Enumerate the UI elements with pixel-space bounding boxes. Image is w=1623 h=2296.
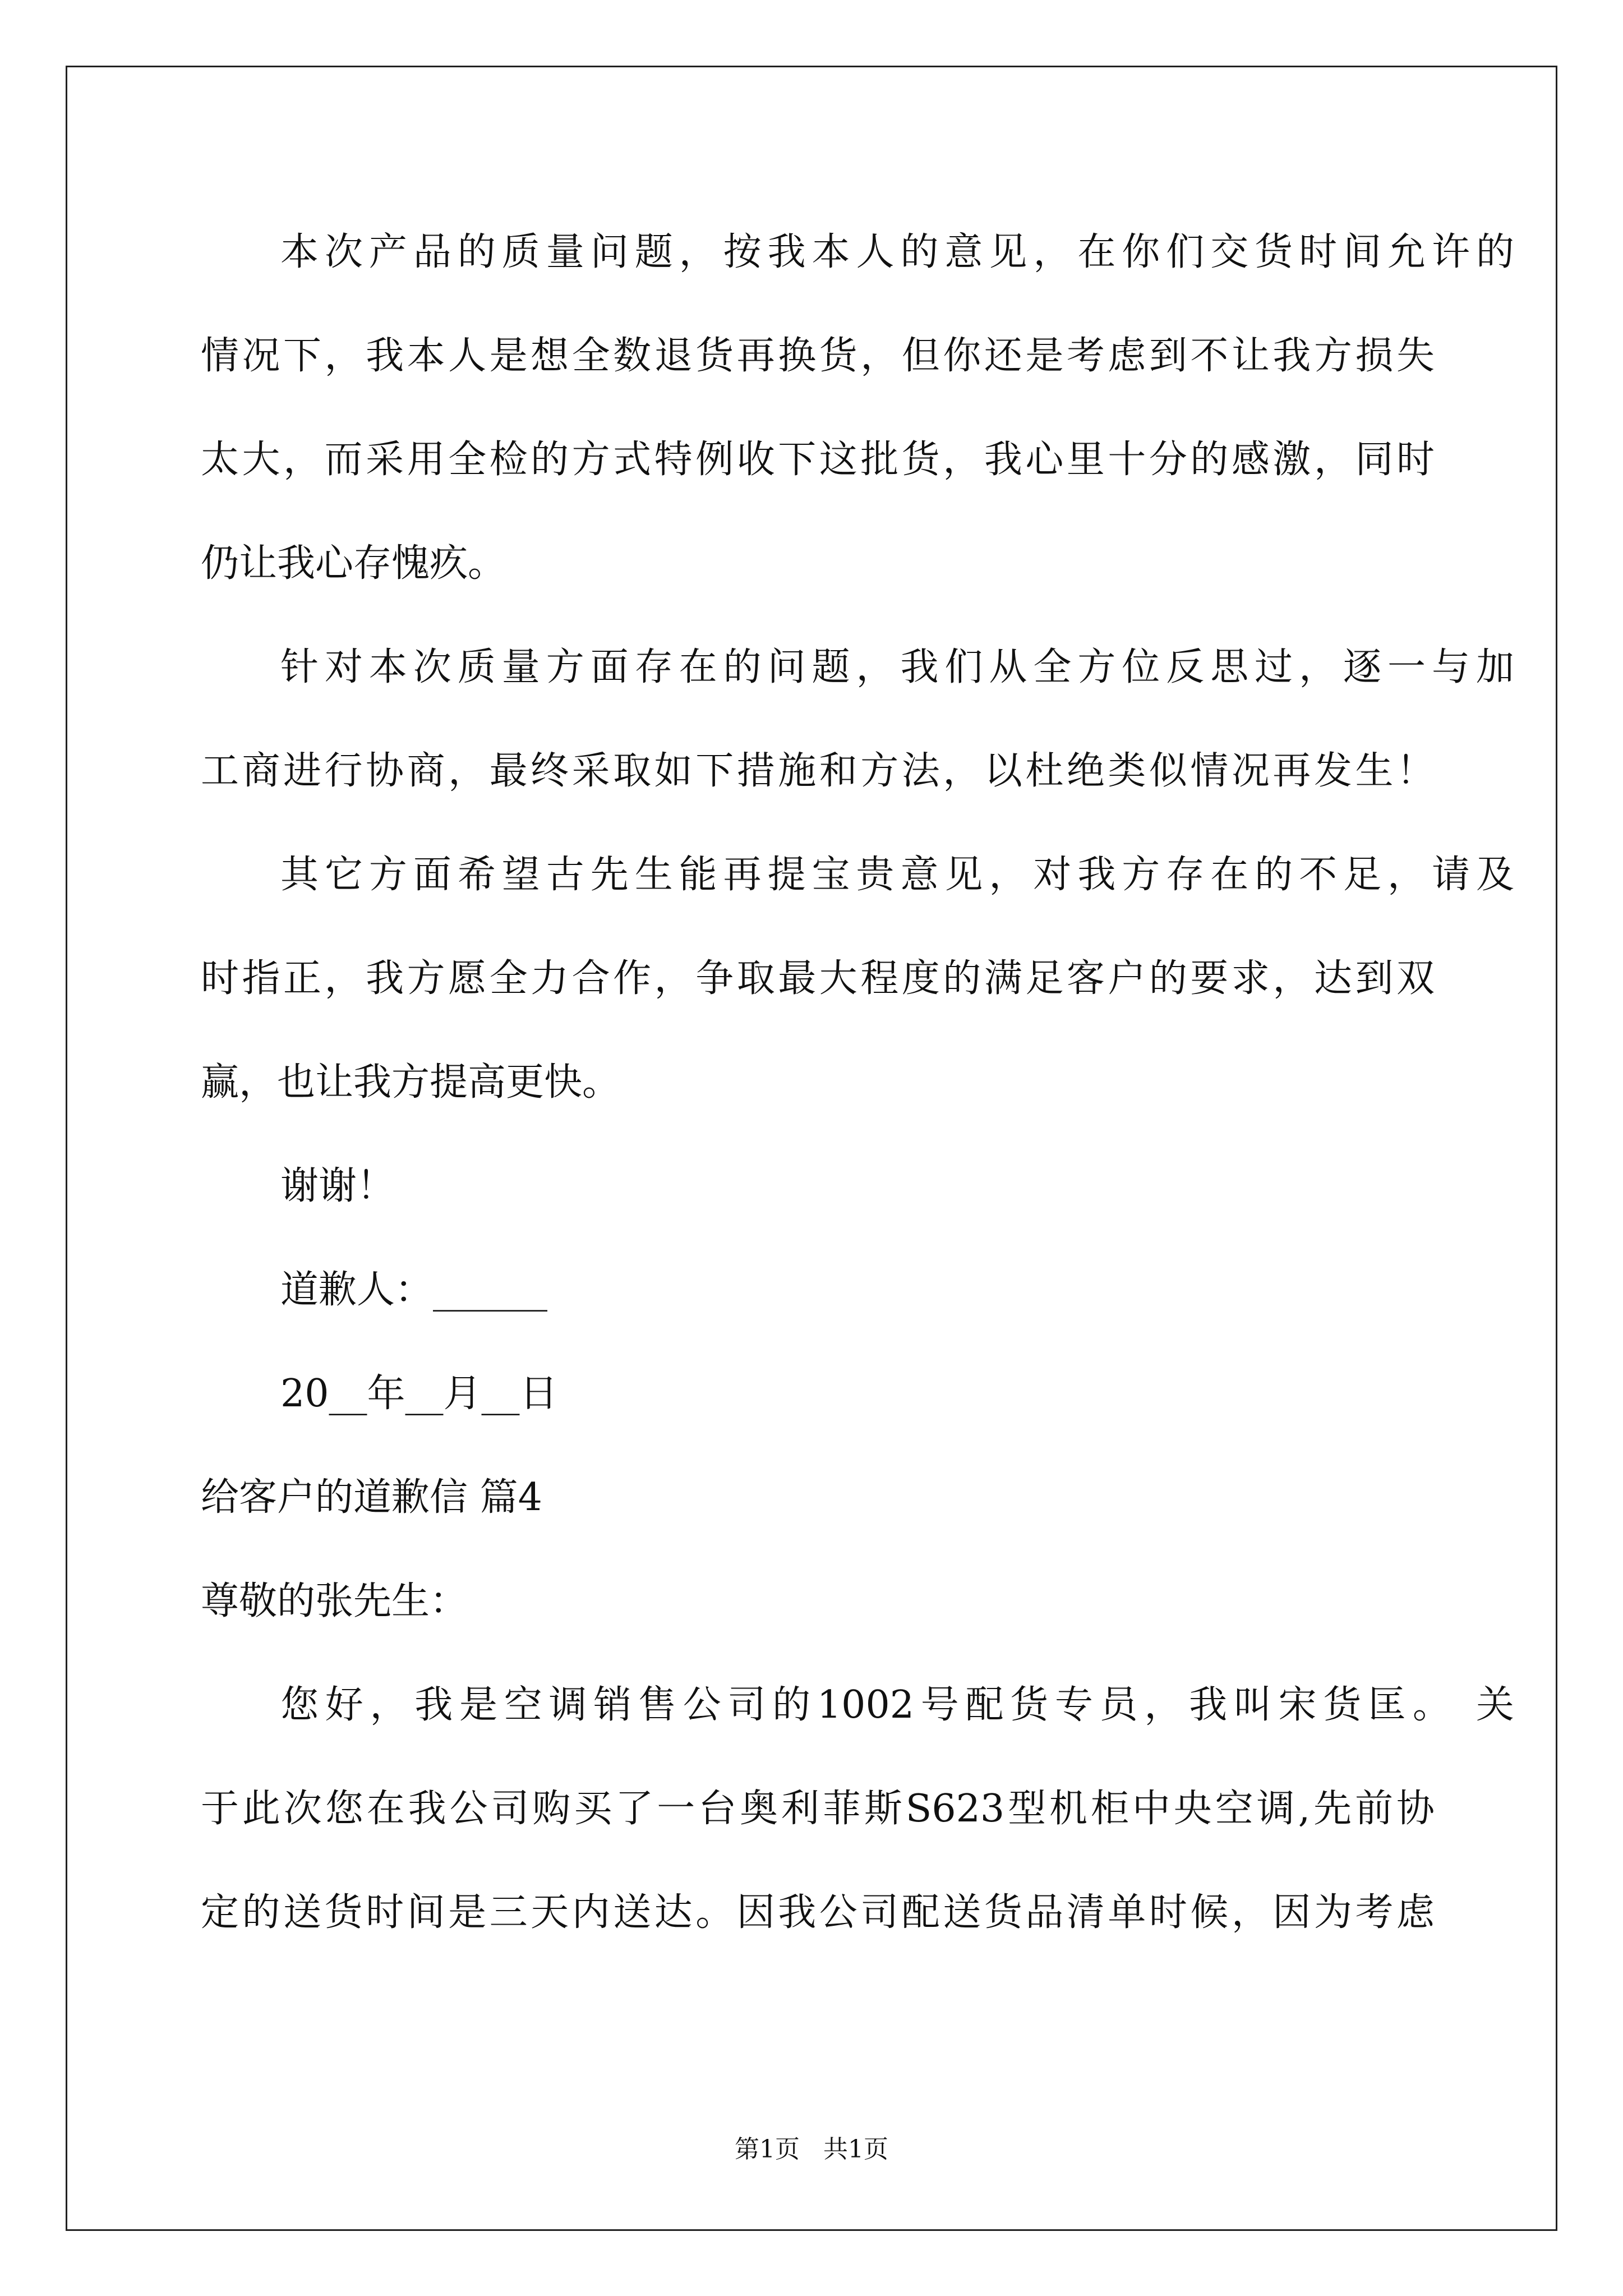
section-heading: 给客户的道歉信 篇4: [201, 1475, 542, 1520]
page-number-footer: 第1页 共1页: [735, 2135, 888, 2164]
salutation: 尊敬的张先生：: [201, 1579, 468, 1623]
signature-line: 道歉人：______: [280, 1268, 548, 1312]
body-text-line: 针对本次质量方面存在的问题，我们从全方位反思过，逐一与加: [280, 645, 1514, 689]
body-text-line: 仍让我心存愧疚。: [201, 541, 506, 586]
body-text-line: 定的送货时间是三天内送达。因我公司配送货品清单时候，因为考虑: [201, 1890, 1435, 1935]
body-text-line: 其它方面希望古先生能再提宝贵意见，对我方存在的不足，请及: [280, 853, 1514, 897]
body-text-line: 赢，也让我方提高更快。: [201, 1060, 621, 1105]
thanks-text: 谢谢！: [280, 1164, 395, 1208]
body-text-line: 本次产品的质量问题，按我本人的意见，在你们交货时间允许的: [280, 230, 1514, 274]
date-line: 20__年__月__日: [280, 1372, 558, 1416]
body-text-line: 工商进行协商，最终采取如下措施和方法，以杜绝类似情况再发生！: [201, 749, 1435, 793]
body-text-line: 您好，我是空调销售公司的1002号配货专员，我叫宋货匡。 关: [280, 1683, 1514, 1727]
body-text-line: 太大，而采用全检的方式特例收下这批货，我心里十分的感激，同时: [201, 438, 1435, 482]
body-text-line: 情况下，我本人是想全数退货再换货，但你还是考虑到不让我方损失: [201, 334, 1435, 378]
body-text-line: 于此次您在我公司购买了一台奥利菲斯S623型机柜中央空调,先前协: [201, 1787, 1435, 1831]
body-text-line: 时指正，我方愿全力合作，争取最大程度的满足客户的要求，达到双: [201, 956, 1435, 1001]
